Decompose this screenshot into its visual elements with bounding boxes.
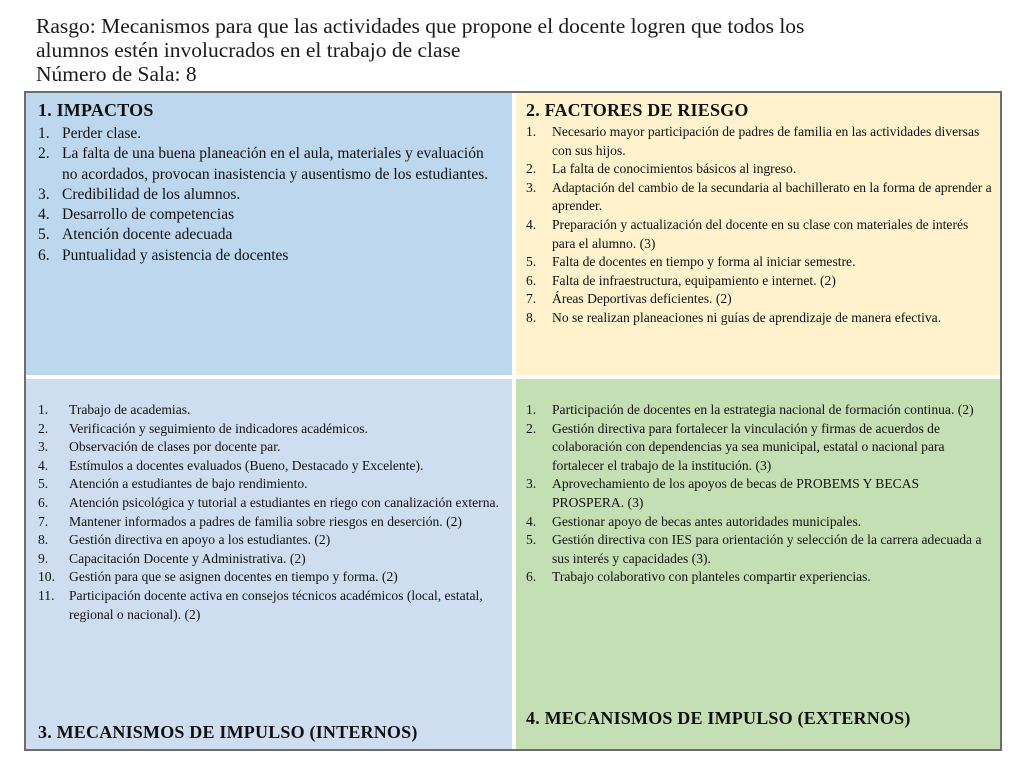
list-item: Perder clase. [62, 125, 142, 142]
factores-heading: 2. FACTORES DE RIESGO [526, 100, 749, 120]
list-item: Estímulos a docentes evaluados (Bueno, Destacado y Excelente). [69, 457, 424, 473]
list-item: Gestionar apoyo de becas antes autoridades municipales. [552, 513, 862, 529]
impactos-quadrant [26, 93, 512, 375]
list-item: La falta de una buena planeación en el aula, materiales y evaluación no acordados, provocan inasistencia y ausentismo de los estudiantes. [62, 145, 489, 183]
list-item: Atención a estudiantes de bajo rendimiento. [69, 476, 308, 492]
title-line-2: alumnos estén involucrados en el trabajo de clase [36, 38, 461, 62]
list-item: Atención psicológica y tutorial a estudiantes en riego con canalización externa. [69, 494, 499, 510]
list-item: Atención docente adecuada [62, 226, 233, 244]
list-item: Gestión para que se asignen docentes en tiempo y forma. (2) [69, 569, 398, 585]
internos-list [38, 401, 502, 624]
list-item: Áreas Deportivas deficientes. (2) [552, 291, 732, 307]
list-item: Aprovechamiento de los apoyos de becas de PROBEMS Y BECAS PROSPERA. (3) [552, 476, 920, 510]
quadrant-table [24, 91, 1002, 751]
title-line-1: Rasgo: Mecanismos para que las actividades que propone el docente logren que todos los [36, 14, 805, 38]
list-item: Credibilidad de los alumnos. [62, 185, 241, 203]
list-item: Gestión directiva para fortalecer la vinculación y firmas de acuerdos de colaboración con dependencias ya sea municipal, estatal o nacional para fortalecer el trabajo de la institución. (3) [552, 420, 945, 473]
list-item: Trabajo colaborativo con planteles compartir experiencias. [552, 569, 871, 585]
list-item: No se realizan planeaciones ni guías de aprendizaje de manera efectiva. [552, 309, 942, 325]
impactos-heading: 1. IMPACTOS [38, 100, 154, 120]
externos-quadrant [516, 379, 1000, 749]
impactos-list [38, 124, 502, 266]
list-item: Participación de docentes en la estrategia nacional de formación continua. (2) [552, 402, 974, 417]
slide-title [36, 14, 996, 86]
list-item: Participación docente activa en consejos técnicos académicos (local, estatal, regional o nacional). (2) [69, 587, 483, 622]
list-item: Gestión directiva en apoyo a los estudiantes. (2) [69, 532, 331, 548]
list-item: Necesario mayor participación de padres de familia en las actividades diversas con sus hijos. [552, 124, 980, 158]
externos-list [526, 401, 992, 587]
list-item: Mantener informados a padres de familia sobre riesgos en deserción. (2) [69, 513, 462, 529]
list-item: Falta de infraestructura, equipamiento e internet. (2) [552, 272, 836, 288]
list-item: Trabajo de academias. [69, 402, 191, 417]
factores-quadrant [516, 93, 1000, 375]
list-item: Capacitación Docente y Administrativa. (2) [69, 550, 306, 566]
list-item: Desarrollo de competencias [62, 206, 235, 224]
list-item: Verificación y seguimiento de indicadores académicos. [69, 420, 368, 436]
externos-heading: 4. MECANISMOS DE IMPULSO (EXTERNOS) [526, 708, 911, 728]
factores-list [526, 123, 992, 328]
list-item: La falta de conocimientos básicos al ingreso. [552, 161, 797, 177]
room-number: Número de Sala: 8 [36, 62, 197, 86]
internos-quadrant [26, 379, 512, 749]
internos-heading: 3. MECANISMOS DE IMPULSO (INTERNOS) [38, 722, 418, 742]
list-item: Puntualidad y asistencia de docentes [62, 246, 289, 264]
list-item: Observación de clases por docente par. [69, 439, 281, 455]
list-item: Falta de docentes en tiempo y forma al iniciar semestre. [552, 254, 856, 270]
list-item: Gestión directiva con IES para orientación y selección de la carrera adecuada a sus interés y capacidades (3). [552, 532, 982, 566]
list-item: Preparación y actualización del docente en su clase con materiales de interés para el alumno. (3) [552, 216, 969, 251]
list-item: Adaptación del cambio de la secundaria al bachillerato en la forma de aprender a aprender. [552, 179, 992, 214]
